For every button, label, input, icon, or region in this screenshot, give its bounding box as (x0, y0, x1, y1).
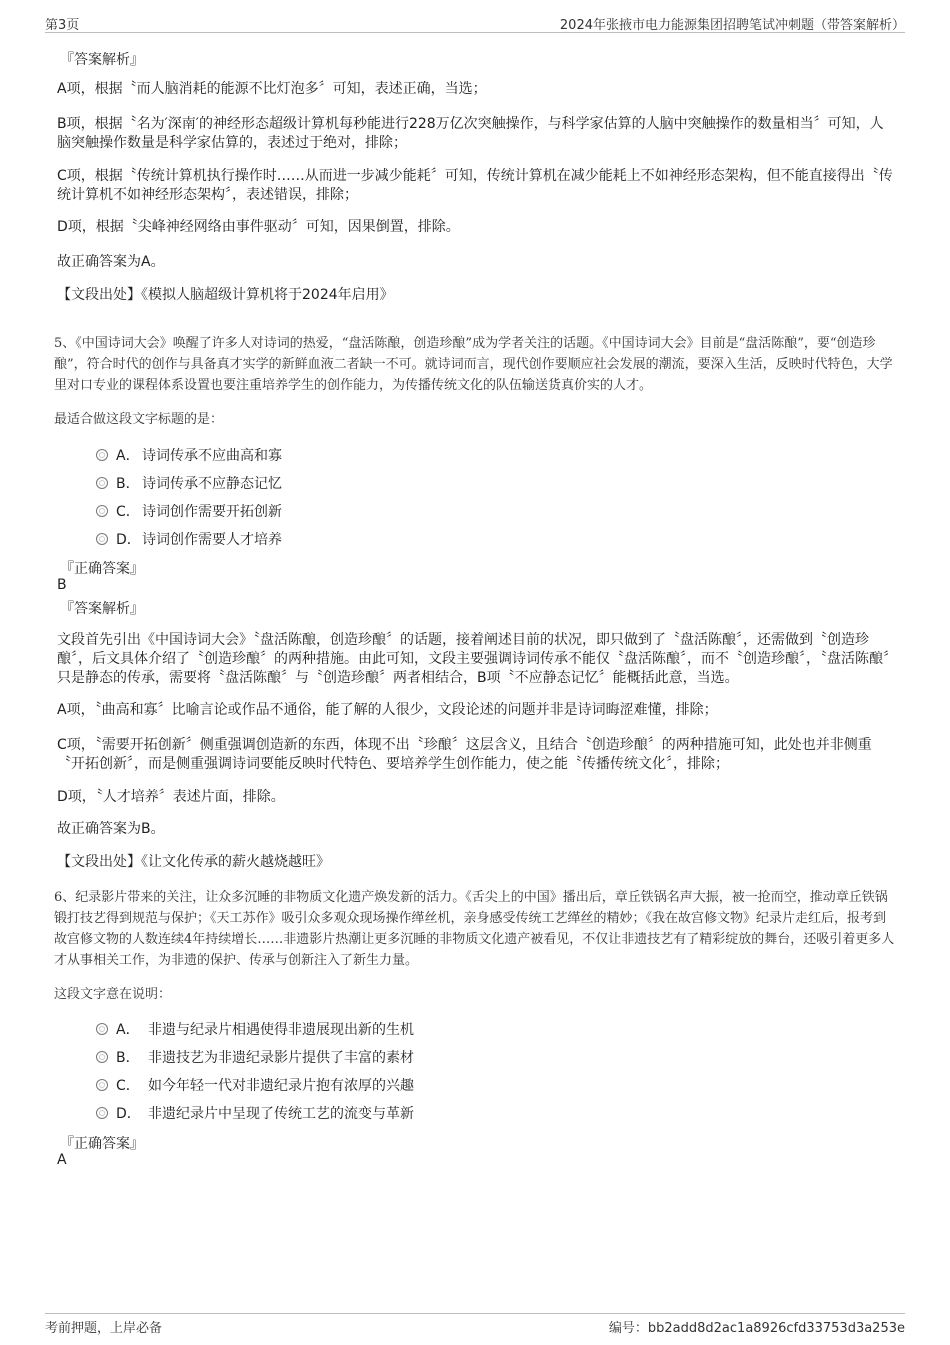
document-code: 编号：bb2add8d2ac1a8926cfd33753d3a253e (608, 1321, 905, 1336)
q5-prompt: 最适合做这段文字标题的是： (54, 412, 224, 427)
q5-analysis-c: C项，〝需要开拓创新〞侧重强调创造新的东西，体现不出〝珍酿〞这层含义，且结合〝创造珍酿〞的两种措施可知，此处也并非侧重〝开拓创新〞，而是侧重强调诗词要能反映时代特色、要培养学生创作能力，使之能〝传播传统文化〞，排除； (57, 737, 872, 772)
q4-analysis-label: 『答案解析』 (60, 52, 144, 68)
document-title: 2024年张掖市电力能源集团招聘笔试冲刺题（带答案解析） (559, 18, 905, 33)
q5-analysis-main: 文段首先引出《中国诗词大会》〝盘活陈酿，创造珍酿〞的话题，接着阐述目前的状况，即只做到了〝盘活陈酿〞，还需做到〝创造珍酿〞，后文具体介绍了〝创造珍酿〞的两种措施。由此可知，文段主要强调诗词传承不能仅〝盘活陈酿〞，而不〝创造珍酿〞，〝盘活陈酿〞只是静态的传承，需要将〝盘活陈酿〞与〝创造珍酿〞两者相结合，B项〝不应静态记忆〞能概括此意，当选。 (57, 632, 890, 686)
q5-source: 【文段出处】《让文化传承的薪火越烧越旺》 (57, 854, 330, 870)
q6-answer-label: 『正确答案』 (60, 1136, 144, 1152)
q5-analysis-label: 『答案解析』 (60, 601, 144, 617)
page-number: 第3页 (45, 18, 80, 33)
page-header (45, 14, 905, 33)
q4-analysis-b: B项，根据〝名为′深南′的神经形态超级计算机每秒能进行228万亿次突触操作，与科学家估算的人脑中突触操作的数量相当〞可知，人脑突触操作数量是科学家估算的，表述过于绝对，排除； (57, 116, 884, 151)
q5-analysis-d: D项，〝人才培养〞表述片面，排除。 (57, 789, 285, 805)
q6-stem: 6、纪录影片带来的关注，让众多沉睡的非物质文化遗产焕发新的活力。《舌尖上的中国》播出后，章丘铁锅名声大振，被一抢而空，推动章丘铁锅锻打技艺得到规范与保护；《天工苏作》吸引众多观众现场操作缂丝机，亲身感受传统工艺缂丝的精妙；《我在故宫修文物》纪录片走红后，报考到故宫修文物的人数连续4年持续增长……非遗影片热潮让更多沉睡的非物质文化遗产被看见，不仅让非遗技艺有了精彩绽放的舞台，还吸引着更多人才从事相关工作，为非遗的保护、传承与创新注入了新生力量。 (54, 890, 895, 968)
page-footer (45, 1313, 905, 1334)
radio-button[interactable] (96, 505, 108, 517)
q5-answer-label: 『正确答案』 (60, 561, 144, 577)
radio-button[interactable] (96, 533, 108, 545)
q4-analysis-d: D项，根据〝尖峰神经网络由事件驱动〞可知，因果倒置，排除。 (57, 219, 460, 235)
radio-button[interactable] (96, 477, 108, 489)
q4-analysis-a: A项，根据〝而人脑消耗的能源不比灯泡多〞可知，表述正确，当选； (57, 81, 487, 97)
q6-prompt: 这段文字意在说明： (54, 987, 172, 1002)
q5-analysis-a: A项，〝曲高和寡〞比喻言论或作品不通俗，能了解的人很少，文段论述的问题并非是诗词晦涩难懂，排除； (57, 702, 718, 718)
radio-button[interactable] (96, 1051, 108, 1063)
q5-answer: B (57, 577, 67, 593)
q4-source: 【文段出处】《模拟人脑超级计算机将于2024年启用》 (57, 287, 394, 303)
radio-button[interactable] (96, 1079, 108, 1091)
q5-conclusion: 故正确答案为B。 (57, 821, 165, 837)
radio-button[interactable] (96, 1107, 108, 1119)
radio-button[interactable] (96, 449, 108, 461)
q5-stem: 5、《中国诗词大会》唤醒了许多人对诗词的热爱，“盘活陈酿，创造珍酿”成为学者关注的话题。《中国诗词大会》目前是“盘活陈酿”，要“创造珍酿”，符合时代的创作与具备真才实学的新鲜血液二者缺一不可。就诗词而言，现代创作要顺应社会发展的潮流，要深入生活，反映时代特色，大学里对口专业的课程体系设置也要注重培养学生的创作能力，为传播传统文化的队伍输送货真价实的人才。 (54, 336, 893, 393)
radio-button[interactable] (96, 1023, 108, 1035)
q6-answer: A (57, 1152, 67, 1168)
footer-slogan: 考前押题，上岸必备 (45, 1321, 163, 1336)
q4-analysis-c: C项，根据〝传统计算机执行操作时……从而进一步减少能耗〞可知，传统计算机在减少能耗上不如神经形态架构，但不能直接得出〝传统计算机不如神经形态架构〞，表述错误，排除； (57, 168, 893, 203)
q4-conclusion: 故正确答案为A。 (57, 254, 165, 270)
